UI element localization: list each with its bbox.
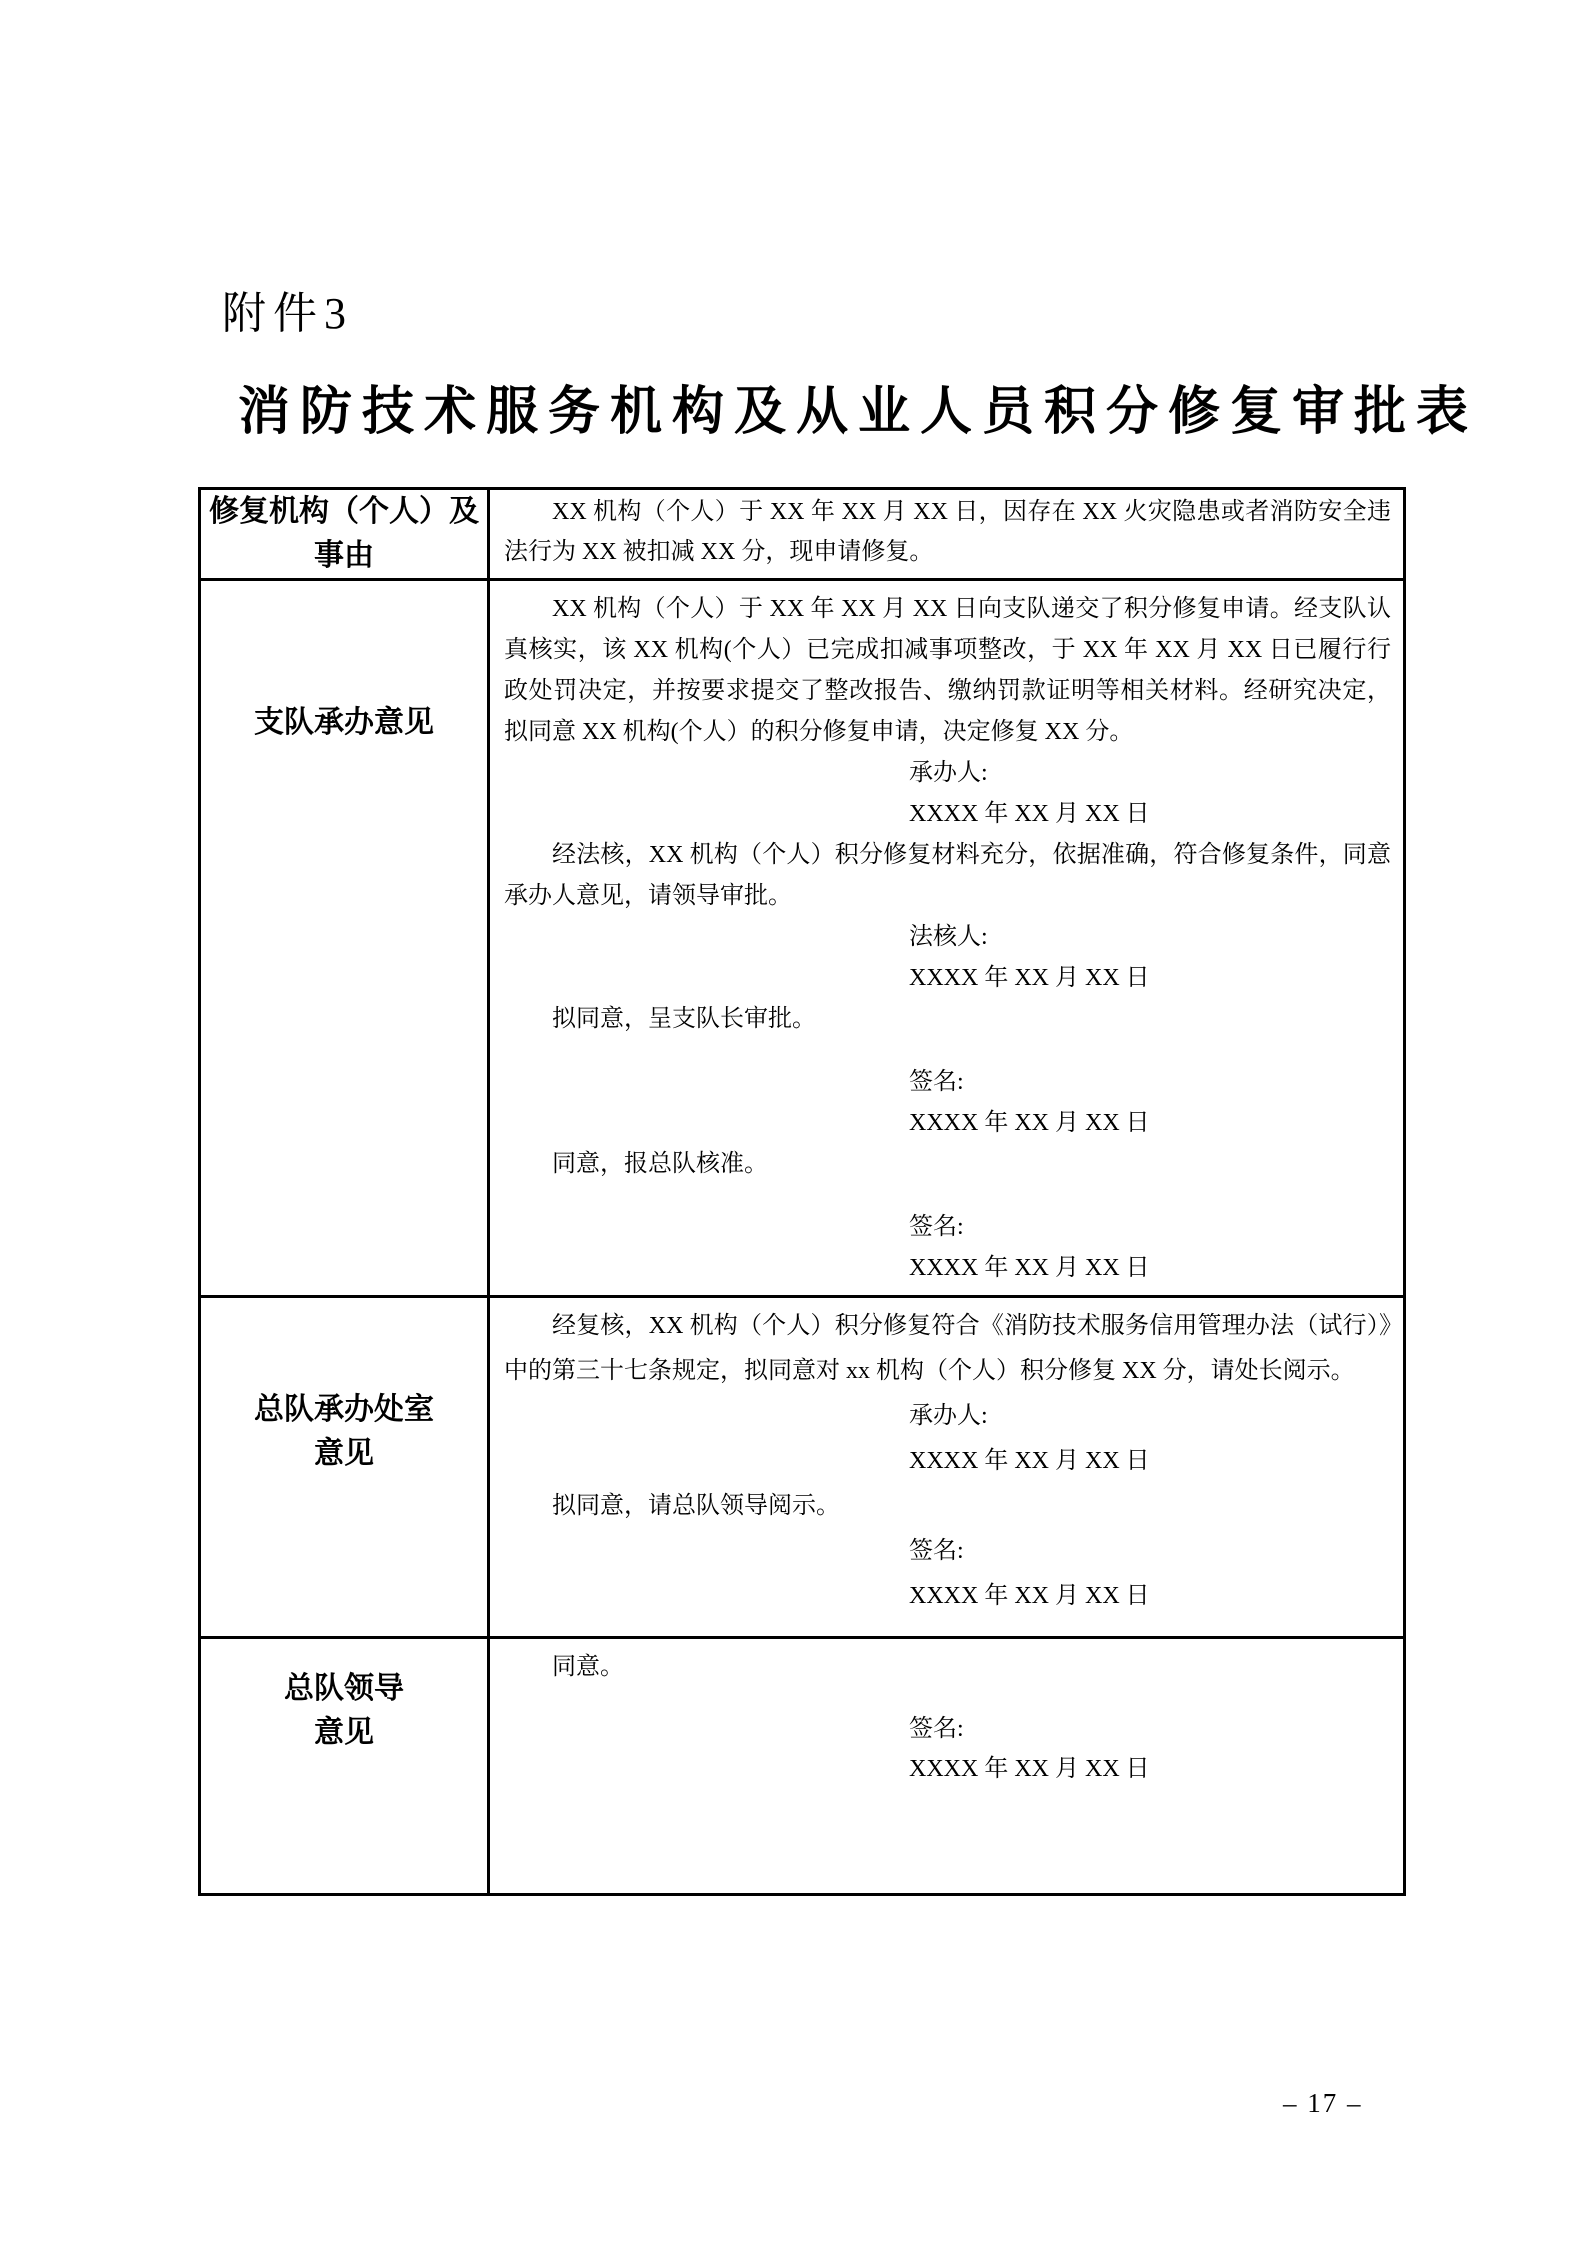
- row-label-line: 意见: [314, 1437, 374, 1470]
- table-row-repair-entity-reason: [201, 490, 1403, 578]
- row-content-repair-entity-reason: [490, 490, 1403, 578]
- row-content-corps-handling-office-opinion: [490, 1298, 1403, 1636]
- row-label-line: 总队承办处室: [254, 1393, 434, 1426]
- signature-tab-line: 签名:: [909, 1538, 964, 1564]
- row-label-line: 事由: [314, 539, 374, 572]
- page-title: 消防技术服务机构及从业人员积分修复审批表: [238, 384, 1479, 441]
- paragraph-line: 经法核，XX 机构（个人）积分修复材料充分，依据准确，符合修复条件，同意承办人意见，请领导审批。: [504, 842, 1391, 909]
- paragraph-line: XX 机构（个人）于 XX 年 XX 月 XX 日向支队递交了积分修复申请。经支队认真核实，该 XX 机构(个人）已完成扣减事项整改，于 XX 年 XX 月 XX 日已履行行政处罚决定，并按要求提交了整改报告、缴纳罚款证明等相关材料。经研究决定，拟同意 XX 机构(个人）的积分修复申请，决定修复 XX 分。: [504, 596, 1391, 745]
- paragraph-line: XX 机构（个人）于 XX 年 XX 月 XX 日，因存在 XX 火灾隐患或者消防安全违法行为 XX 被扣减 XX 分，现申请修复。: [504, 499, 1391, 565]
- signature-tab-line: XXXX 年 XX 月 XX 日: [909, 1448, 1150, 1474]
- table-row-corps-handling-office-opinion: [201, 1295, 1403, 1636]
- row-content-detachment-opinion: [490, 581, 1403, 1295]
- signature-tab-line: 签名:: [909, 1716, 964, 1742]
- signature-tab-line: XXXX 年 XX 月 XX 日: [909, 1255, 1150, 1281]
- row-label-corps-leader-opinion: [201, 1639, 490, 1893]
- signature-tab-line: 法核人:: [909, 924, 988, 950]
- signature-tab-line: XXXX 年 XX 月 XX 日: [909, 1110, 1150, 1136]
- table-row-corps-leader-opinion: [201, 1636, 1403, 1893]
- signature-tab-line: 承办人:: [909, 1403, 988, 1429]
- signature-tab-line: XXXX 年 XX 月 XX 日: [909, 1583, 1150, 1609]
- paragraph-line: 同意，报总队核准。: [552, 1151, 768, 1177]
- approval-table: [198, 487, 1406, 1896]
- row-label-line: 修复机构（个人）及: [209, 495, 479, 528]
- signature-tab-line: 签名:: [909, 1069, 964, 1095]
- blank-line-spacer: [504, 1185, 1391, 1207]
- blank-line-spacer: [504, 1687, 1391, 1709]
- signature-tab-line: XXXX 年 XX 月 XX 日: [909, 965, 1150, 991]
- signature-tab-line: XXXX 年 XX 月 XX 日: [909, 1756, 1150, 1782]
- row-label-line: 总队领导: [284, 1672, 404, 1705]
- attachment-label: 附件3: [222, 289, 353, 338]
- paragraph-line: 拟同意，呈支队长审批。: [552, 1006, 816, 1032]
- row-label-line: 支队承办意见: [254, 706, 434, 739]
- table-row-detachment-opinion: [201, 578, 1403, 1295]
- paragraph-line: 同意。: [552, 1654, 624, 1680]
- signature-tab-line: 承办人:: [909, 760, 988, 786]
- paragraph-line: 经复核，XX 机构（个人）积分修复符合《消防技术服务信用管理办法（试行）》中的第三十七条规定，拟同意对 xx 机构（个人）积分修复 XX 分，请处长阅示。: [504, 1313, 1391, 1384]
- row-label-line: 意见: [314, 1716, 374, 1749]
- row-content-corps-leader-opinion: [490, 1639, 1403, 1893]
- row-label-detachment-opinion: [201, 581, 490, 1295]
- page-number: – 17 –: [1283, 2088, 1363, 2118]
- row-label-corps-handling-office-opinion: [201, 1298, 490, 1636]
- blank-line-spacer: [504, 1040, 1391, 1062]
- row-label-repair-entity-reason: [201, 490, 490, 578]
- signature-tab-line: 签名:: [909, 1214, 964, 1240]
- signature-tab-line: XXXX 年 XX 月 XX 日: [909, 801, 1150, 827]
- paragraph-line: 拟同意，请总队领导阅示。: [552, 1493, 840, 1519]
